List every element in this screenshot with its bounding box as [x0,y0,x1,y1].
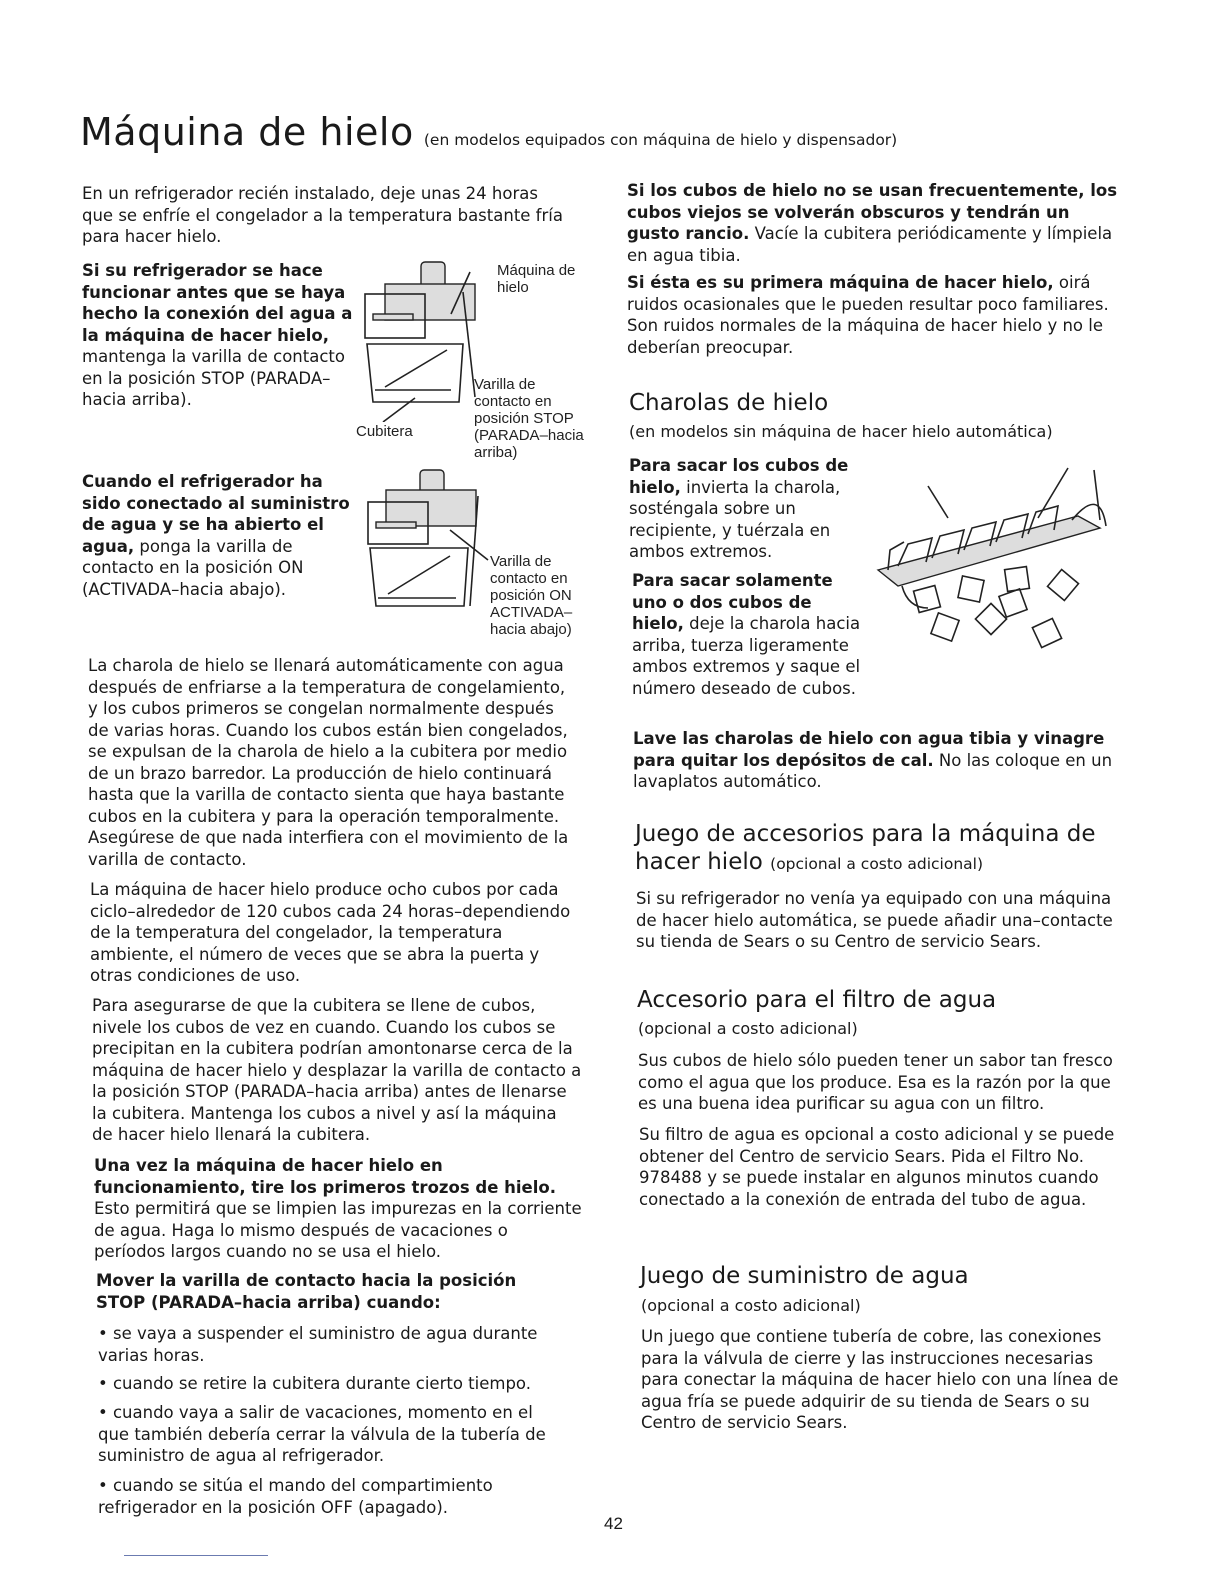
discard-bold: Una vez la máquina de hacer hielo en funcionamiento, tire los primeros trozos de hielo. [94,1156,557,1197]
supply-heading: Juego de suministro de agua [640,1263,969,1289]
page-number: 42 [604,1514,623,1533]
on-bold: Cuando el refrigerador ha sido conectado al suministro de agua y se ha abierto el agua, [82,472,350,556]
bullet-item: • se vaya a suspender el suministro de agua durante varias horas. [98,1323,568,1366]
discard-text: Esto permitirá que se limpien las impurezas en la corriente de agua. Haga lo mismo después de vacaciones o períodos largos cuando no se usa el hielo. [94,1199,582,1261]
stop-bold: Si su refrigerador se hace funcionar antes que se haya hecho la conexión del agua a la máquina de hacer hielo, [82,261,353,345]
supply-subtitle: (opcional a costo adicional) [641,1296,861,1315]
ice-tray-illustration [868,458,1118,658]
fill-paragraph: La charola de hielo se llenará automáticamente con agua después de enfriarse a la temperatura de congelamiento, y los cubos primeros se congelan normalmente después de varias horas. Cuando los cubos están bien congelados, se expulsan de la charola de hielo a la cubitera por medio de un brazo barredor. La producción de hielo continuará hasta que la varilla de contacto sienta que haya bastante cubos en la cubitera y para la operación temporalmente. Asegúrese de que nada interfiera con el movimiento de la varilla de contacto. [88,656,569,869]
level-paragraph: Para asegurarse de que la cubitera se llene de cubos, nivele los cubos de vez en cuando. Cuando los cubos se precipitan en la cubitera podrían amontonarse cerca de la máquina de hacer hielo y desplazar la varilla de contacto a la posición STOP (PARADA–hacia arriba) antes de llenarse la cubitera. Mantenga los cubos a nivel y así la máquina de hacer hielo llenará la cubitera. [92,996,582,1144]
kit-heading-small: (opcional a costo adicional) [770,855,984,873]
bullet-item: • cuando se retire la cubitera durante cierto tiempo. [98,1373,568,1395]
production-paragraph: La máquina de hacer hielo produce ocho cubos por cada ciclo–alrededor de 120 cubos cada 24 horas–dependiendo de la temperatura del congelador, la temperatura ambiente, el número de veces que se abra la puerta y otras condiciones de uso. [90,880,571,985]
trays-subtitle: (en modelos sin máquina de hacer hielo automática) [629,422,1053,441]
filter-subtitle: (opcional a costo adicional) [638,1019,858,1038]
filter-heading: Accesorio para el filtro de agua [637,987,997,1013]
bullet-item: • cuando se sitúa el mando del compartimiento refrigerador en la posición OFF (apagado). [98,1475,528,1518]
page-title [80,110,897,154]
stop-text: mantenga la varilla de contacto en la posición STOP (PARADA–hacia arriba). [82,347,345,409]
remove-cubes-text: invierta la charola, sosténgala sobre un recipiente, y tuérzala en ambos extremos. [629,477,841,561]
on-text: ponga la varilla de contacto en la posición ON (ACTIVADA–hacia abajo). [82,536,304,599]
label-arm-on: Varilla de contacto en posición ON ACTIVADA– hacia abajo) [490,553,573,638]
noises-text: oirá ruidos ocasionales que le pueden resultar poco familiares. Son ruidos normales de la máquina de hacer hielo y no le deberían preocupar. [627,273,1109,357]
move-arm-heading: Mover la varilla de contacto hacia la posición STOP (PARADA–hacia arriba) cuando: [96,1271,517,1312]
remove-cubes-paragraph [629,455,859,563]
intro-paragraph: En un refrigerador recién instalado, deje unas 24 horas que se enfríe el congelador a la temperatura bastante fría para hacer hielo. [82,184,563,246]
footer-rule [124,1555,268,1556]
kit-heading-main: Juego de accesorios para la máquina de hacer hielo [635,821,1096,875]
old-cubes-text: Vacíe la cubitera periódicamente y límpiela en agua tibia. [627,224,1113,265]
kit-paragraph: Si su refrigerador no venía ya equipado con una máquina de hacer hielo automática, se puede añadir una–contacte su tienda de Sears o su Centro de servicio Sears. [636,889,1113,951]
supply-paragraph: Un juego que contiene tubería de cobre, las conexiones para la válvula de cierre y las instrucciones necesarias para conectar la máquina de hacer hielo con una línea de agua fría se puede adquirir de su tienda de Sears o su Centro de servicio Sears. [641,1327,1119,1432]
filter-paragraph-2: Su filtro de agua es opcional a costo adicional y se puede obtener del Centro de servicio Sears. Pida el Filtro No. 978488 y se puede instalar en algunos minutos cuando conectado a la conexión de entrada del tubo de agua. [639,1125,1115,1209]
noises-paragraph [627,272,1117,358]
noises-bold: Si ésta es su primera máquina de hacer hielo, [627,273,1054,292]
discard-paragraph [94,1155,584,1263]
one-cube-text: deje la charola hacia arriba, tuerza ligeramente ambos extremos y saque el número deseado de cubos. [632,614,861,698]
kit-heading [635,820,1115,878]
remove-cubes-bold: Para sacar los cubos de hielo, [629,456,849,497]
old-cubes-paragraph [627,180,1117,266]
filter-paragraph-1: Sus cubos de hielo sólo pueden tener un sabor tan fresco como el agua que los produce. Esa es la razón por la que es una buena idea purificar su agua con un filtro. [638,1051,1113,1113]
stop-paragraph [82,260,357,411]
one-cube-paragraph [632,570,862,699]
wash-bold: Lave las charolas de hielo con agua tibia y vinagre para quitar los depósitos de cal. [633,729,1105,770]
bullet-item: • cuando vaya a salir de vacaciones, momento en el que también debería cerrar la válvula de la tubería de suministro de agua al refrigerador. [98,1402,568,1467]
wash-paragraph [633,728,1123,793]
label-cubitera: Cubitera [356,423,413,440]
title-subtitle: (en modelos equipados con máquina de hielo y dispensador) [423,131,898,149]
label-arm-stop: Varilla de contacto en posición STOP (PARADA–hacia arriba) [474,376,584,461]
icemaker-on-illustration [360,466,490,616]
wash-text: No las coloque en un lavaplatos automático. [633,750,1113,791]
trays-heading: Charolas de hielo [629,390,829,416]
title-main: Máquina de hielo [80,110,414,154]
old-cubes-bold: Si los cubos de hielo no se usan frecuentemente, los cubos viejos se volverán obscuros y tendrán un gusto rancio. [627,181,1118,243]
label-ice-machine: Máquina de hielo [497,262,576,296]
one-cube-bold: Para sacar solamente uno o dos cubos de hielo, [632,571,833,633]
on-paragraph [82,471,357,600]
